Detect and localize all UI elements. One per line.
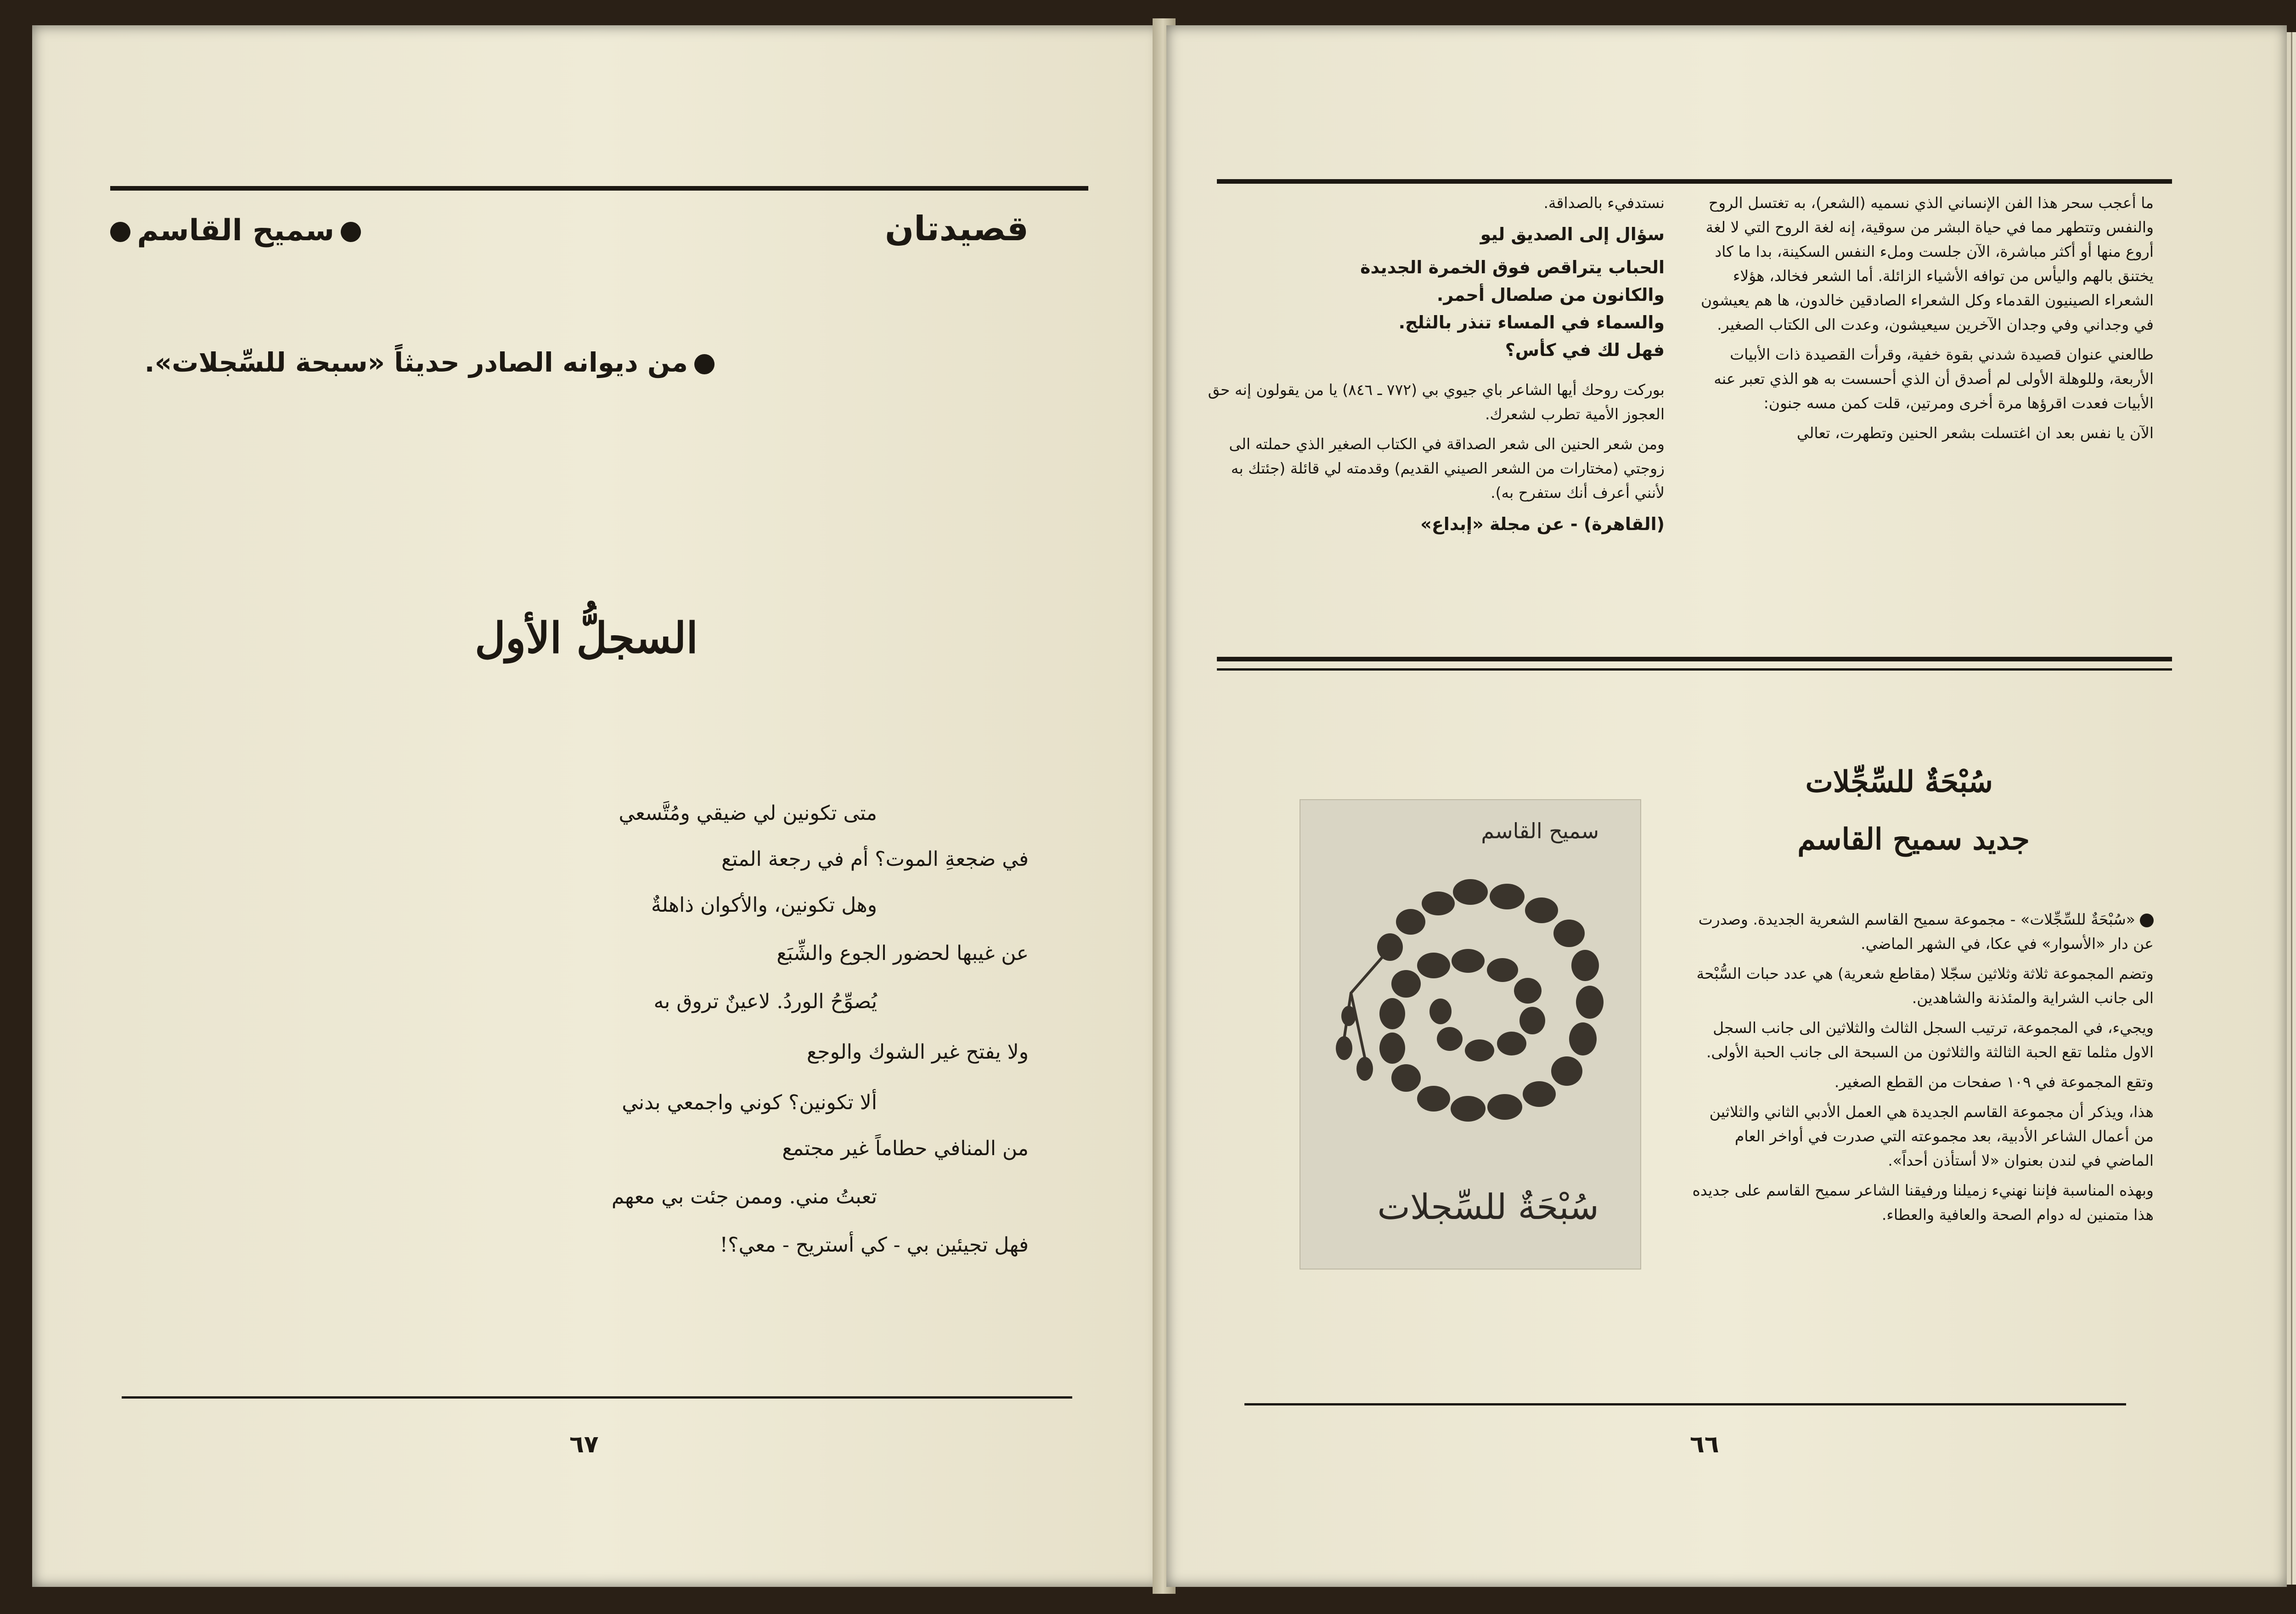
footer-rule — [1244, 1403, 2126, 1405]
article-column-right — [1694, 191, 2154, 451]
poem-line: متى تكونين لي ضيقي ومُتَّسعي — [619, 801, 877, 825]
quoted-poem-line: فهل لك في كأس؟ — [1505, 340, 1665, 360]
section-rule — [1217, 657, 2172, 661]
news-paragraph: وتقع المجموعة في ١٠٩ صفحات من القطع الصغير. — [1834, 1073, 2154, 1091]
bullet-icon — [694, 354, 715, 374]
article-intro: نستدفيء بالصداقة. — [1543, 194, 1665, 212]
bullet-icon — [341, 222, 361, 242]
bead-loop — [1377, 879, 1604, 1122]
quoted-poem-title: سؤال إلى الصديق ليو — [1480, 224, 1665, 244]
news-paragraph: وتضم المجموعة ثلاثة وثلاثين سجّلا (مقاطع شعرية) هي عدد حبات السُّبْحة الى جانب الشراية والمئذنة والشاهدين. — [1696, 965, 2154, 1007]
header-rule — [110, 186, 1088, 191]
subtitle-text: من ديوانه الصادر حديثاً «سبحة للسِّجلات». — [144, 347, 688, 378]
news-paragraph: ويجيء، في المجموعة، ترتيب السجل الثالث والثلاثين الى جانب السجل الاول مثلما تقع الحبة الثالثة والثلاثون من السبحة الى جانب الحبة الأولى. — [1706, 1019, 2154, 1061]
cover-author: سميح القاسم — [1481, 818, 1599, 843]
article-paragraph: ما أعجب سحر هذا الفن الإنساني الذي نسميه (الشعر)، به تغتسل الروح والنفس وتتطهر مما في حياة البشر من سوقية، إنه لغة الروح التي لا لغة أروع منها أو أكثر مباشرة، الآن جلست وملء النفس السكينة، بدا ما كاد يختنق بالهم واليأس من توافه الأشياء الزائلة. أما الشعر فخالد، هؤلاء الشعراء الصينيون القدماء وكل الشعراء الصادقين خالدون، ها هم يعيشون في وجداني وفي وجدان الآخرين سيعيشون، وعدت الى الكتاب الصغير. — [1700, 194, 2154, 333]
article-paragraph: ومن شعر الحنين الى شعر الصداقة في الكتاب الصغير الذي حملته الى زوجتي (مختارات من الشعر الصيني القديم) وقدمته لي قائلة (جئتك به لأنني أعرف أنك ستفرح به). — [1229, 435, 1665, 502]
news-paragraph: وبهذه المناسبة فإننا نهنيء زميلنا ورفيقنا الشاعر سميح القاسم على جديده هذا متمنين له دوام الصحة والعافية والعطاء. — [1692, 1181, 2154, 1224]
news-title-line-2: جديد سميح القاسم — [1797, 822, 2030, 857]
header-rule — [1217, 179, 2172, 184]
poem-title: السجلُّ الأول — [474, 613, 698, 663]
article-column-left — [1205, 191, 1665, 543]
bullet-icon — [2140, 914, 2154, 927]
section-header-title: قصيدتان — [884, 209, 1029, 248]
quoted-poem-line: والسماء في المساء تنذر بالثلج. — [1398, 312, 1665, 333]
poem-line: فهل تجيئين بي - كي أستريح - معي؟! — [720, 1233, 1029, 1257]
quoted-poem-line: الحباب يتراقص فوق الخمرة الجديدة — [1360, 257, 1665, 277]
author-byline — [104, 214, 367, 248]
quoted-poem-line: والكانون من صلصال أحمر. — [1436, 285, 1665, 305]
poem-line: وهل تكونين، والأكوان ذاهلةٌ — [651, 893, 877, 917]
poem-line: تعبتُ مني. وممن جئت بي معهم — [611, 1185, 877, 1208]
page-number: ٦٦ — [1690, 1431, 1719, 1458]
tassel-beads — [1336, 1006, 1373, 1081]
author-name: سميح القاسم — [137, 214, 334, 248]
cover-title: سُبْحَةٌ للسِّجلات — [1377, 1186, 1599, 1227]
poem-line: من المنافي حطاماً غير مجتمع — [782, 1137, 1029, 1160]
page-number: ٦٧ — [569, 1431, 599, 1458]
bullet-icon — [110, 222, 130, 242]
news-paragraph-text: «سُبْحَةٌ للسِّجِّلات» - مجموعة سميح القاسم الشعرية الجديدة. وصدرت عن دار «الأسوار» في عكا، في الشهر الماضي. — [1698, 910, 2154, 953]
poem-line: يُصوِّحُ الوردُ. لاعينٌ تروق به — [653, 990, 877, 1013]
book-subtitle — [145, 347, 721, 378]
book-cover-image — [1300, 799, 1641, 1270]
poem-line: ألا تكونين؟ كوني واجمعي بدني — [622, 1091, 877, 1114]
article-paragraph: الآن يا نفس بعد ان اغتسلت بشعر الحنين وتطهرت، تعالي — [1796, 424, 2154, 442]
footer-rule — [122, 1396, 1072, 1399]
page-edges — [2287, 32, 2296, 1585]
news-column — [1690, 907, 2154, 1232]
poem-line: ولا يفتح غير الشوك والوجع — [806, 1040, 1029, 1064]
section-rule-thin — [1217, 668, 2172, 671]
news-title-line-1: سُبْحَةٌ للسِّجِّلات — [1805, 765, 1993, 799]
news-paragraph: هذا، ويذكر أن مجموعة القاسم الجديدة هي العمل الأدبي الثاني والثلاثين من أعمال الشاعر الأدبية، بعد مجموعته التي صدرت في أواخر العام الماضي في لندن بعنوان «لا أستأذن أحداً». — [1709, 1103, 2154, 1169]
poem-line: في ضجعةِ الموت؟ أم في رجعة المتع — [721, 847, 1029, 871]
news-paragraph — [1690, 907, 2154, 956]
article-paragraph: بوركت روحك أيها الشاعر باي جيوي بي (٧٧٢ ـ ٨٤٦) يا من يقولون إنه حق العجوز الأمية تطرب لشعرك. — [1208, 381, 1665, 423]
left-page — [32, 25, 1162, 1587]
poem-line: عن غيبها لحضور الجوع والشِّبَع — [777, 942, 1029, 965]
article-paragraph: طالعني عنوان قصيدة شدني بقوة خفية، وقرأت القصيدة ذات الأبيات الأربعة، وللوهلة الأولى لم أصدق أن الذي أحسست به هو الذي تعبر عنه الأبيات فعدت اقرؤها مرة أخرى ومرتين، قلت كمن مسه جنون: — [1714, 345, 2154, 412]
article-signature: (القاهرة) - عن مجلة «إبداع» — [1420, 514, 1665, 534]
